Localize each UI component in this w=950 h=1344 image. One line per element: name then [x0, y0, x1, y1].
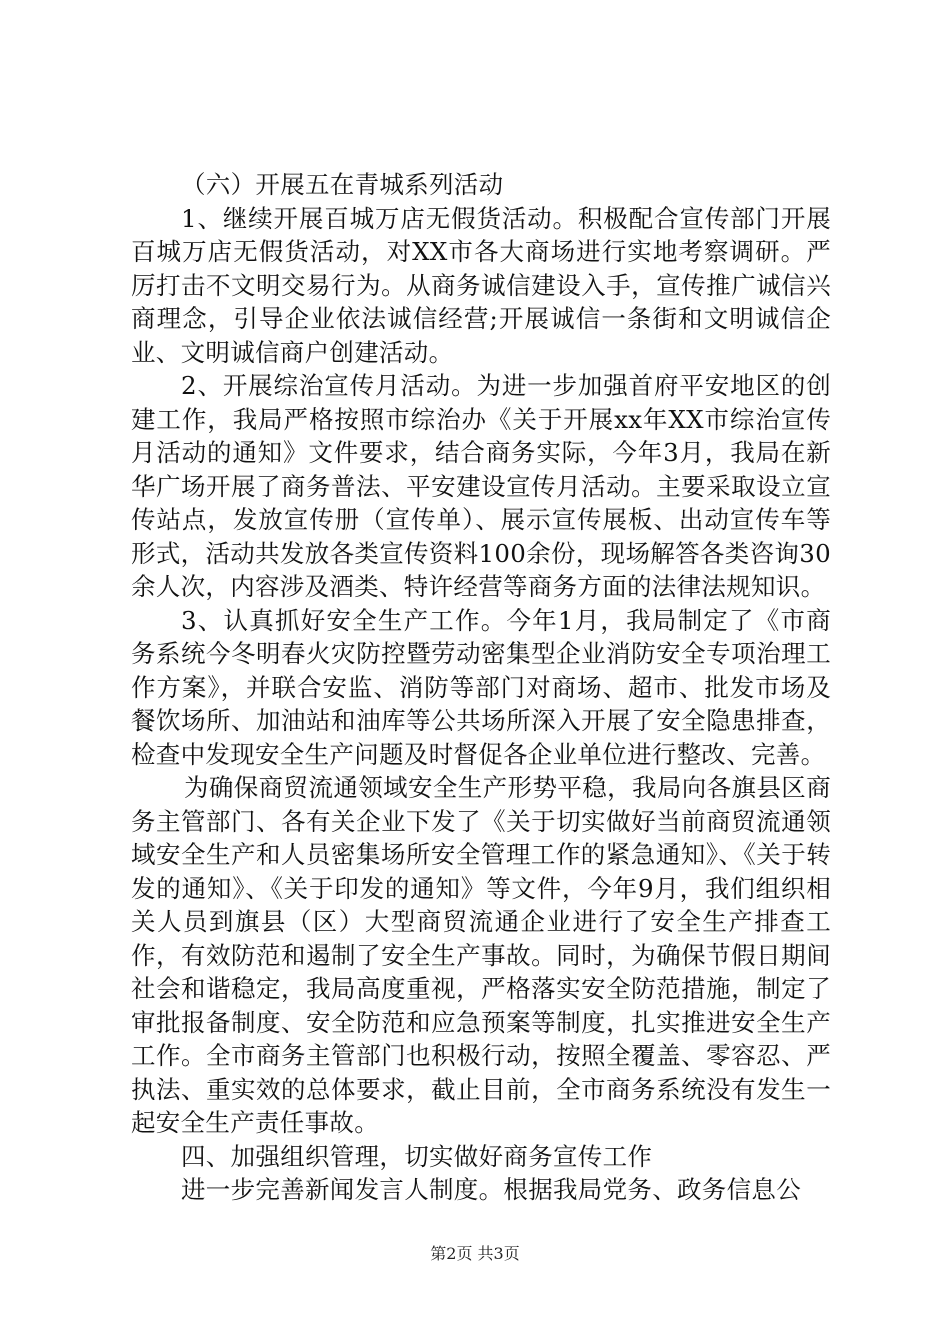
- paragraph-item-1: 1、继续开展百城万店无假货活动。积极配合宣传部门开展百城万店无假货活动，对XX市各大商场进行实地考察调研。严厉打击不文明交易行为。从商务诚信建设入手，宣传推广诚信兴商理念，引导企业依法诚信经营;开展诚信一条街和文明诚信企业、文明诚信商户创建活动。: [131, 203, 831, 367]
- section-heading-six: （六）开展五在青城系列活动: [181, 170, 504, 199]
- paragraph-spokesperson: 进一步完善新闻发言人制度。根据我局党务、政务信息公: [181, 1175, 801, 1204]
- paragraph-item-3: 3、认真抓好安全生产工作。今年1月，我局制定了《市商务系统今冬明春火灾防控暨劳动密集型企业消防安全专项治理工作方案》，并联合安监、消防等部门对商场、超市、批发市场及餐饮场所、加油站和油库等公共场所深入开展了安全隐患排查，检查中发现安全生产问题及时督促各企业单位进行整改、完善。: [131, 605, 831, 769]
- section-heading-four: 四、加强组织管理，切实做好商务宣传工作: [181, 1141, 653, 1171]
- paragraph-item-2: 2、开展综治宣传月活动。为进一步加强首府平安地区的创建工作，我局严格按照市综治办《关于开展xx年XX市综治宣传月活动的通知》文件要求，结合商务实际，今年3月，我局在新华广场开展了商务普法、平安建设宣传月活动。主要采取设立宣传站点，发放宣传册（宣传单）、展示宣传展板、出动宣传车等形式，活动共发放各类宣传资料100余份，现场解答各类咨询30余人次，内容涉及酒类、特许经营等商务方面的法律法规知识。: [131, 371, 832, 601]
- page-number-footer: 第2页 共3页: [430, 1244, 520, 1263]
- paragraph-safety: 为确保商贸流通领域安全生产形势平稳，我局向各旗县区商务主管部门、各有关企业下发了《关于切实做好当前商贸流通领域安全生产和人员密集场所安全管理工作的紧急通知》、《关于转发的通知》、《关于印发的通知》等文件，今年9月，我们组织相关人员到旗县（区）大型商贸流通企业进行了安全生产排查工作，有效防范和遏制了安全生产事故。同时，为确保节假日期间社会和谐稳定，我局高度重视，严格落实安全防范措施，制定了审批报备制度、安全防范和应急预案等制度，扎实推进安全生产工作。全市商务主管部门也积极行动，按照全覆盖、零容忍、严执法、重实效的总体要求，截止目前，全市商务系统没有发生一起安全生产责任事故。: [131, 773, 831, 1137]
- document-body: [131, 168, 831, 1207]
